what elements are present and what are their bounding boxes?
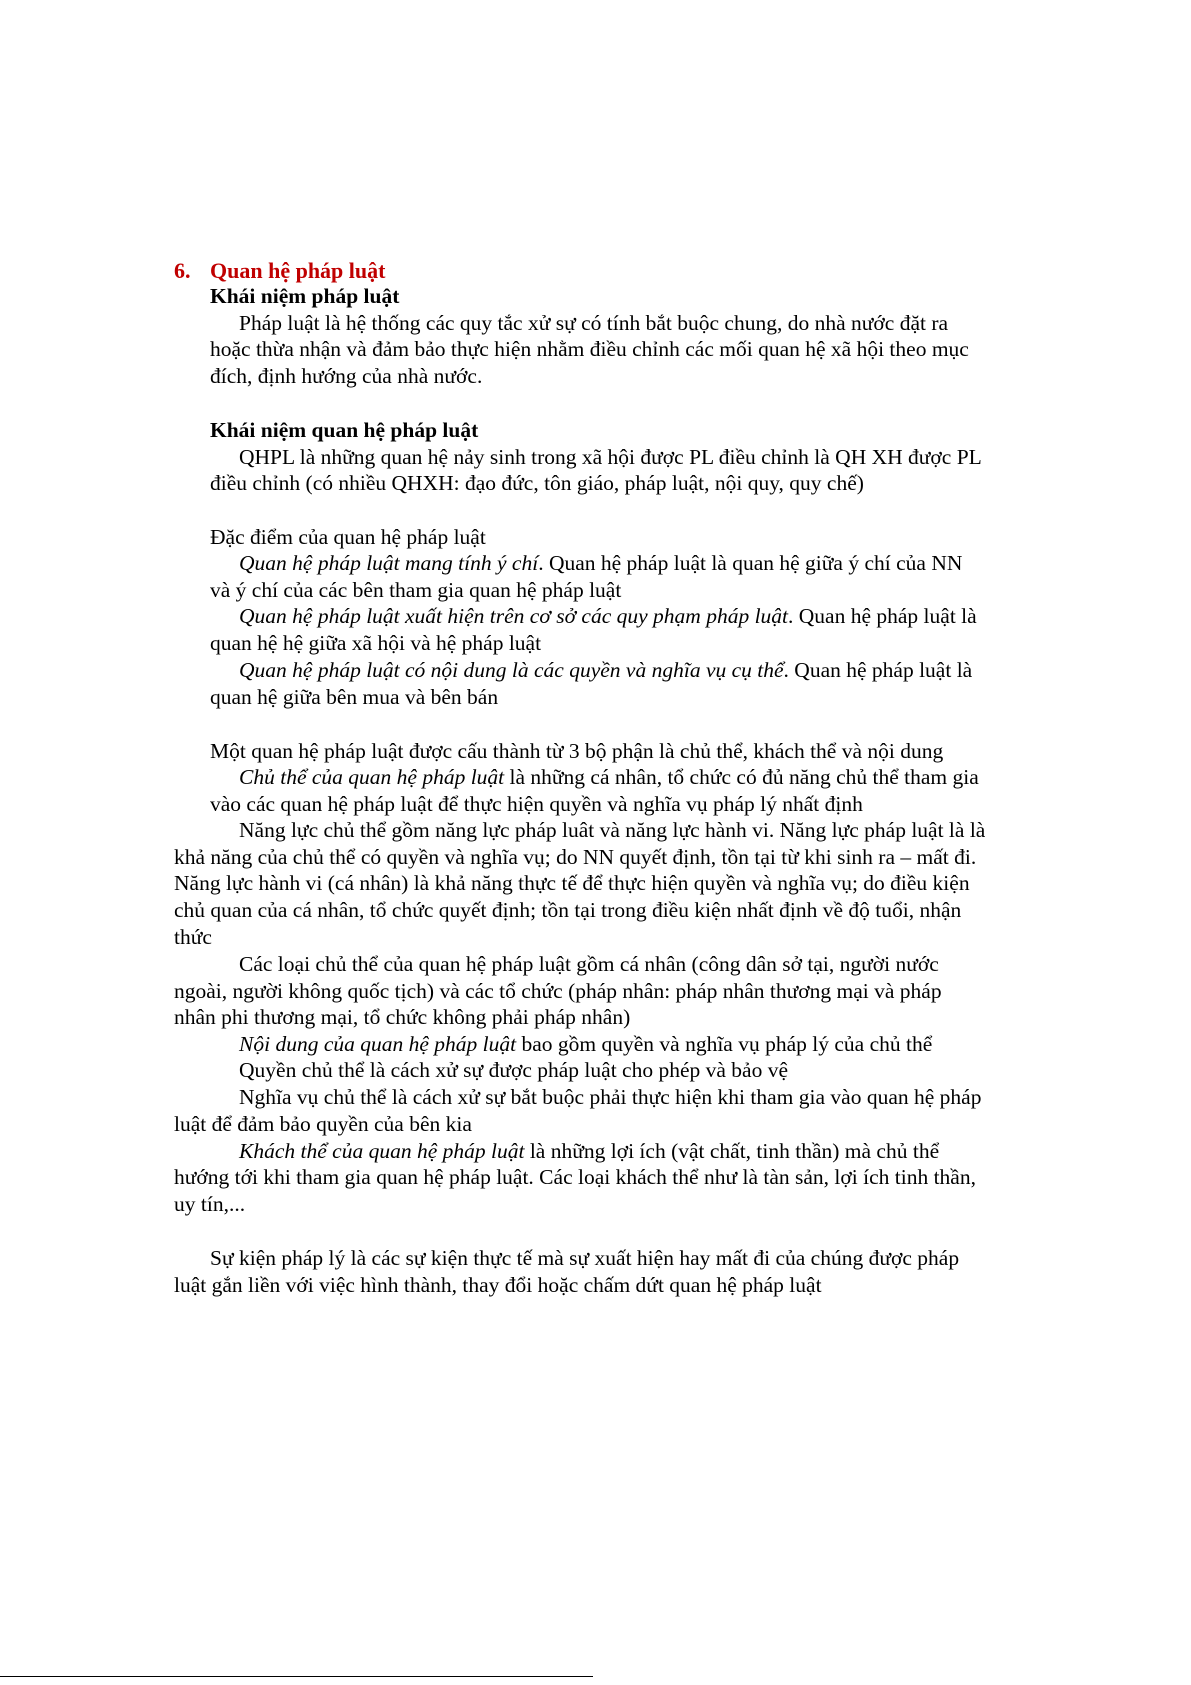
- paragraph-line: Quyền chủ thể là cách xử sự được pháp luật cho phép và bảo vệ: [239, 1058, 789, 1082]
- paragraph-line: QHPL là những quan hệ nảy sinh trong xã hội được PL điều chỉnh là QH XH được PL: [239, 445, 982, 469]
- paragraph-line: Pháp luật là hệ thống các quy tắc xử sự có tính bắt buộc chung, do nhà nước đặt ra: [239, 311, 949, 335]
- object-text: là những lợi ích (vật chất, tinh thần) mà chủ thể: [524, 1139, 940, 1163]
- paragraph-line: uy tín,...: [174, 1192, 246, 1216]
- section-title: Quan hệ pháp luật: [210, 258, 386, 283]
- content-text: bao gồm quyền và nghĩa vụ pháp lý của chủ thể: [516, 1032, 933, 1056]
- characteristic-item: [239, 550, 962, 577]
- heading-characteristics: Đặc điểm của quan hệ pháp luật: [210, 525, 486, 549]
- characteristic-item: [239, 657, 972, 684]
- paragraph-line: quan hệ hệ giữa xã hội và hệ pháp luật: [210, 631, 542, 655]
- paragraph-line: hướng tới khi tham gia quan hệ pháp luật. Các loại khách thể như là tàn sản, lợi ích tinh thần,: [174, 1165, 976, 1189]
- paragraph-line: quan hệ giữa bên mua và bên bán: [210, 685, 499, 709]
- paragraph-line: khả năng của chủ thể có quyền và nghĩa vụ; do NN quyết định, tồn tại từ khi sinh ra – mất đi.: [174, 845, 977, 869]
- paragraph-line: và ý chí của các bên tham gia quan hệ pháp luật: [210, 578, 622, 602]
- paragraph-line: Sự kiện pháp lý là các sự kiện thực tế mà sự xuất hiện hay mất đi của chúng được pháp: [210, 1246, 960, 1270]
- section-number: 6.: [174, 258, 191, 283]
- structure-intro: Một quan hệ pháp luật được cấu thành từ 3 bộ phận là chủ thể, khách thể và nội dung: [210, 739, 944, 763]
- paragraph-line: luật để đảm bảo quyền của bên kia: [174, 1112, 472, 1136]
- paragraph-line: Nghĩa vụ chủ thể là cách xử sự bắt buộc phải thực hiện khi tham gia vào quan hệ pháp: [239, 1085, 982, 1109]
- characteristic-text: . Quan hệ pháp luật là: [783, 658, 973, 682]
- paragraph-line: luật gắn liền với việc hình thành, thay đổi hoặc chấm dứt quan hệ pháp luật: [174, 1273, 822, 1297]
- footer-rule: [0, 1676, 593, 1677]
- subject-item: [239, 764, 979, 791]
- subject-text: là những cá nhân, tổ chức có đủ năng chủ thể tham gia: [504, 765, 979, 789]
- paragraph-line: Các loại chủ thể của quan hệ pháp luật gồm cá nhân (công dân sở tại, người nước: [239, 952, 939, 976]
- subject-term: Chủ thể của quan hệ pháp luật: [239, 765, 505, 789]
- paragraph-line: thức: [174, 925, 212, 949]
- characteristic-text: . Quan hệ pháp luật là: [788, 604, 977, 628]
- paragraph-line: Năng lực hành vi (cá nhân) là khả năng thực tế để thực hiện quyền và nghĩa vụ; do điều kiện: [174, 871, 970, 895]
- characteristic-text: . Quan hệ pháp luật là quan hệ giữa ý chí của NN: [538, 551, 963, 575]
- paragraph-line: đích, định hướng của nhà nước.: [210, 364, 483, 388]
- characteristic-item: [239, 603, 977, 630]
- object-term: Khách thể của quan hệ pháp luật: [239, 1139, 525, 1163]
- paragraph-line: vào các quan hệ pháp luật để thực hiện quyền và nghĩa vụ pháp lý nhất định: [210, 792, 863, 816]
- paragraph-line: chủ quan của cá nhân, tổ chức quyết định; tồn tại trong điều kiện nhất định về độ tuổi, nhận: [174, 898, 962, 922]
- characteristic-term: Quan hệ pháp luật mang tính ý chí: [239, 551, 539, 575]
- characteristic-term: Quan hệ pháp luật xuất hiện trên cơ sở các quy phạm pháp luật: [239, 604, 789, 628]
- object-item: [239, 1138, 939, 1165]
- paragraph-line: hoặc thừa nhận và đảm bảo thực hiện nhằm điều chỉnh các mối quan hệ xã hội theo mục: [210, 337, 969, 361]
- paragraph-line: ngoài, người không quốc tịch) và các tổ chức (pháp nhân: pháp nhân thương mại và pháp: [174, 979, 942, 1003]
- paragraph-line: nhân phi thương mại, tổ chức không phải pháp nhân): [174, 1005, 631, 1029]
- content-item: [239, 1031, 932, 1058]
- heading-concept-relation: Khái niệm quan hệ pháp luật: [210, 418, 479, 442]
- paragraph-line: điều chỉnh (có nhiều QHXH: đạo đức, tôn giáo, pháp luật, nội quy, quy chế): [210, 471, 864, 495]
- content-term: Nội dung của quan hệ pháp luật: [239, 1032, 517, 1056]
- paragraph-line: Năng lực chủ thể gồm năng lực pháp luât và năng lực hành vi. Năng lực pháp luật là là: [239, 818, 986, 842]
- characteristic-term: Quan hệ pháp luật có nội dung là các quyền và nghĩa vụ cụ thể: [239, 658, 784, 682]
- heading-concept-law: Khái niệm pháp luật: [210, 284, 400, 308]
